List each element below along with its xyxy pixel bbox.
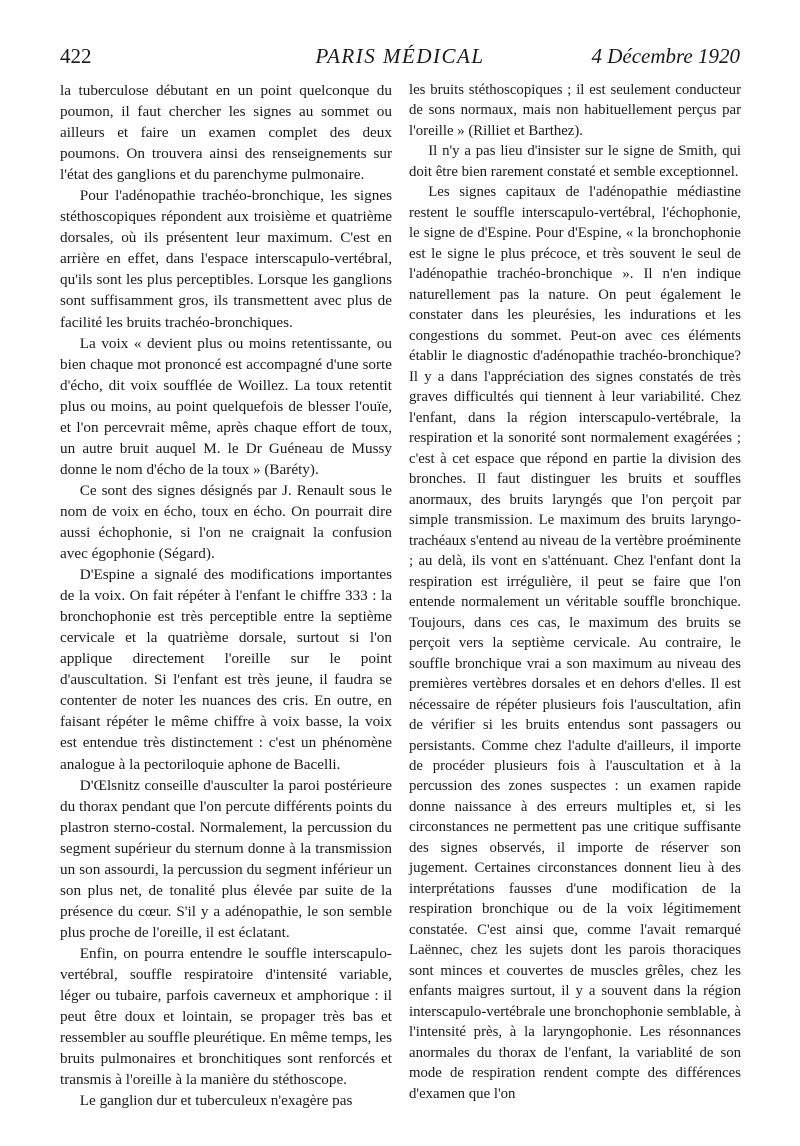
paragraph: Ce sont des signes désignés par J. Renault sous le nom de voix en écho, toux en écho. On pourrait dire aussi échophonie, si l'on ne craignait la confusion avec égophonie (Ségard). [60,481,392,563]
paragraph: Le ganglion dur et tuberculeux n'exagère pas [79,1092,353,1110]
paragraph: la tuberculose débutant en un point quelconque du poumon, il faut chercher les signes au sommet ou ailleurs et faire un examen complet des deux poumons. On trouvera ainsi des renseignements sur l'état des ganglions et du parenchyme pulmonaire. [60,82,392,184]
issue-date: 4 Décembre 1920 [591,44,740,68]
paragraph: La voix « devient plus ou moins retentissante, ou bien chaque mot prononcé est accompagné d'une sorte d'écho, dit voix soufflée de Woillez. La toux retentit plus ou moins, au point quelquefois de blesser l'ouïe, et l'on percevrait même, après chaque effort de toux, un autre bruit auquel M. le Dr Guéneau de Mussy donne le nom d'écho de la toux » (Baréty). [60,334,392,478]
paragraph: Pour l'adénopathie trachéo-bronchique, les signes stéthoscopiques répondent aux troisième et quatrième dorsales, où ils présentent leur maximum. C'est en arrière en effet, dans l'espace interscapulo-vertébral, qu'ils sont les plus perceptibles. Lorsque les ganglions sont suffisamment gros, ils transmettent avec plus de facilité les bruits trachéo-bronchiques. [60,187,392,331]
journal-title: PARIS MÉDICAL [315,44,485,68]
paragraph: les bruits stéthoscopiques ; il est seulement conducteur de sons normaux, mais non habituellement perçus par l'oreille » (Rilliet et Barthez). [409,82,741,139]
paragraph: Les signes capitaux de l'adénopathie médiastine restent le souffle interscapulo-vertébral, l'échophonie, le signe de d'Espine. Pour d'Espine, « la bronchophonie est le signe le plus précoce, et très souvent le seul de l'adénopathie trachéo-bronchique ». Il n'en indique naturellement pas la nature. On peut également le constater dans les pleurésies, les indurations et les congestions du sommet. Peut-on avec ces éléments établir le diagnostic d'adénopathie trachéo-bronchique? Il y a dans l'appréciation des signes constatés de très graves difficultés qui tiennent à leur variabilité. Chez l'enfant, dans la région interscapulo-vertébrale, la respiration et la sonorité sont normalement exagérées ; c'est à cet espace que répond en partie la division des bronches. Il faut distinguer les bruits et souffles anormaux, des bruits laryngés que l'on perçoit par simple transmission. Le maximum des bruits laryngo-trachéaux s'entend au niveau de la vertèbre proéminente ; au delà, ils vont en s'atténuant. Chez l'enfant dont la respiration est irrégulière, il peut se faire que l'on entende normalement un véritable souffle bronchique. Toujours, dans ces cas, le maximum des bruits se perçoit vers la septième cervicale. Au contraire, le souffle bronchique vrai a son maximum au niveau des premières vertèbres dorsales et en dehors d'elles. Il est nécessaire de répéter plusieurs fois l'auscultation, afin de vérifier si les bruits entendus sont passagers ou persistants. Comme chez l'adulte d'ailleurs, il importe de procéder plusieurs fois à l'auscultation et à la percussion des zones suspectes : un examen rapide donne naissance à des erreurs multiples et, si les circonstances ne permettent pas une critique suffisante des signes observés, il importe de réserver son jugement. Certaines circonstances donnent lieu à des interprétations fausses d'une modification de la respiration bronchique ou de la voix légitimement constatée. C'est ainsi que, comme l'avait remarqué Laënnec, chez les sujets dont les parois thoraciques sont minces et couvertes de muscles grêles, chez les enfants maigres surtout, il y a souvent dans la région interscapulo-vertébrale une bronchophonie semblable, à l'intensité près, à la laryngophonie. Les résonnances anormales du thorax de l'enfant, la variablité de son mode de respiration rendent compte des différences d'examen que l'on [409,184,741,1102]
running-header [60,44,740,74]
paragraph: D'Œlsnitz conseille d'ausculter la paroi postérieure du thorax pendant que l'on percute différents points du plastron sterno-costal. Normalement, la percussion du segment supérieur du sternum donne à la transmission un son assourdi, la percussion du segment inférieur un son plus net, de tonalité plus élevée par suite de la présence du cœur. S'il y a adénopathie, le son semble plus proche de l'oreille, il est éclatant. [60,776,392,941]
left-column [60,80,392,1111]
page-number: 422 [60,44,92,68]
paragraph: D'Espine a signalé des modifications importantes de la voix. On fait répéter à l'enfant le chiffre 333 : la bronchophonie est très perceptible entre la septième cervicale et la quatrième dorsale, surtout si l'on applique directement l'oreille sur le point d'auscultation. Si l'enfant est très jeune, il faudra se contenter de noter les nuances des cris. En outre, en faisant répéter le même chiffre à voix basse, la voix est entendue très distinctement : c'est un phénomène analogue à la pectoriloquie aphone de Bacelli. [60,566,392,773]
right-column [409,80,741,1104]
paragraph: Enfin, on pourra entendre le souffle interscapulo-vertébral, souffle respiratoire d'intensité variable, léger ou tubaire, parfois caverneux et amphorique : il peut être doux et lointain, se propager très bas et ressembler au souffle pleurétique. En même temps, les bruits pulmonaires et bronchitiques sont renforcés et transmis à l'oreille à la manière du stéthoscope. [60,944,392,1089]
paragraph: Il n'y a pas lieu d'insister sur le signe de Smith, qui doit être bien rarement constaté et semble exceptionnel. [409,143,741,180]
